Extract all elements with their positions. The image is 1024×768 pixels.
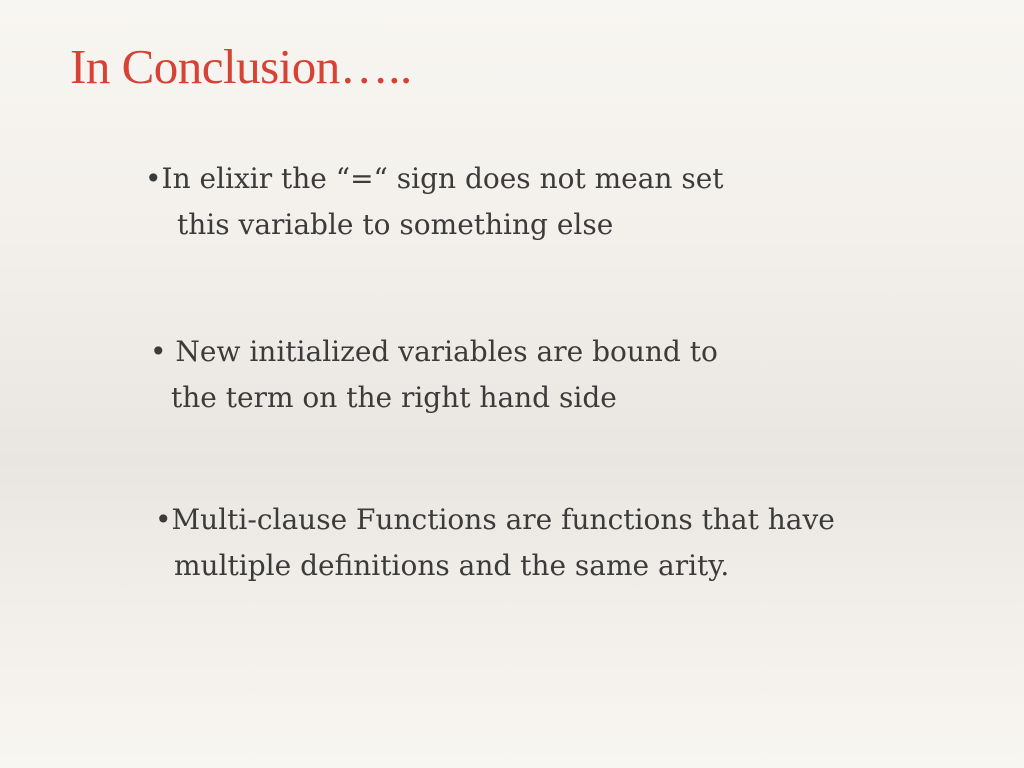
bullet-item-multi-clause [155, 497, 835, 589]
bullet-first-line [150, 329, 718, 375]
bullet-item-equals-sign [145, 156, 724, 248]
bullet-first-line [155, 497, 835, 543]
bullet-second-line: this variable to something else [177, 208, 614, 241]
bullet-marker: • [150, 335, 167, 368]
bullet-text: New initialized variables are bound to [166, 335, 718, 368]
bullet-text: Multi-clause Functions are functions that have [171, 503, 835, 536]
bullet-first-line [145, 156, 724, 202]
bullet-marker: • [155, 503, 172, 536]
bullet-text: In elixir the “=“ sign does not mean set [161, 162, 724, 195]
bullet-item-variable-binding [150, 329, 718, 421]
bullet-second-line: multiple definitions and the same arity. [174, 549, 730, 582]
slide-title: In Conclusion….. [70, 39, 412, 94]
bullet-marker: • [145, 162, 162, 195]
bullet-second-line: the term on the right hand side [171, 381, 617, 414]
